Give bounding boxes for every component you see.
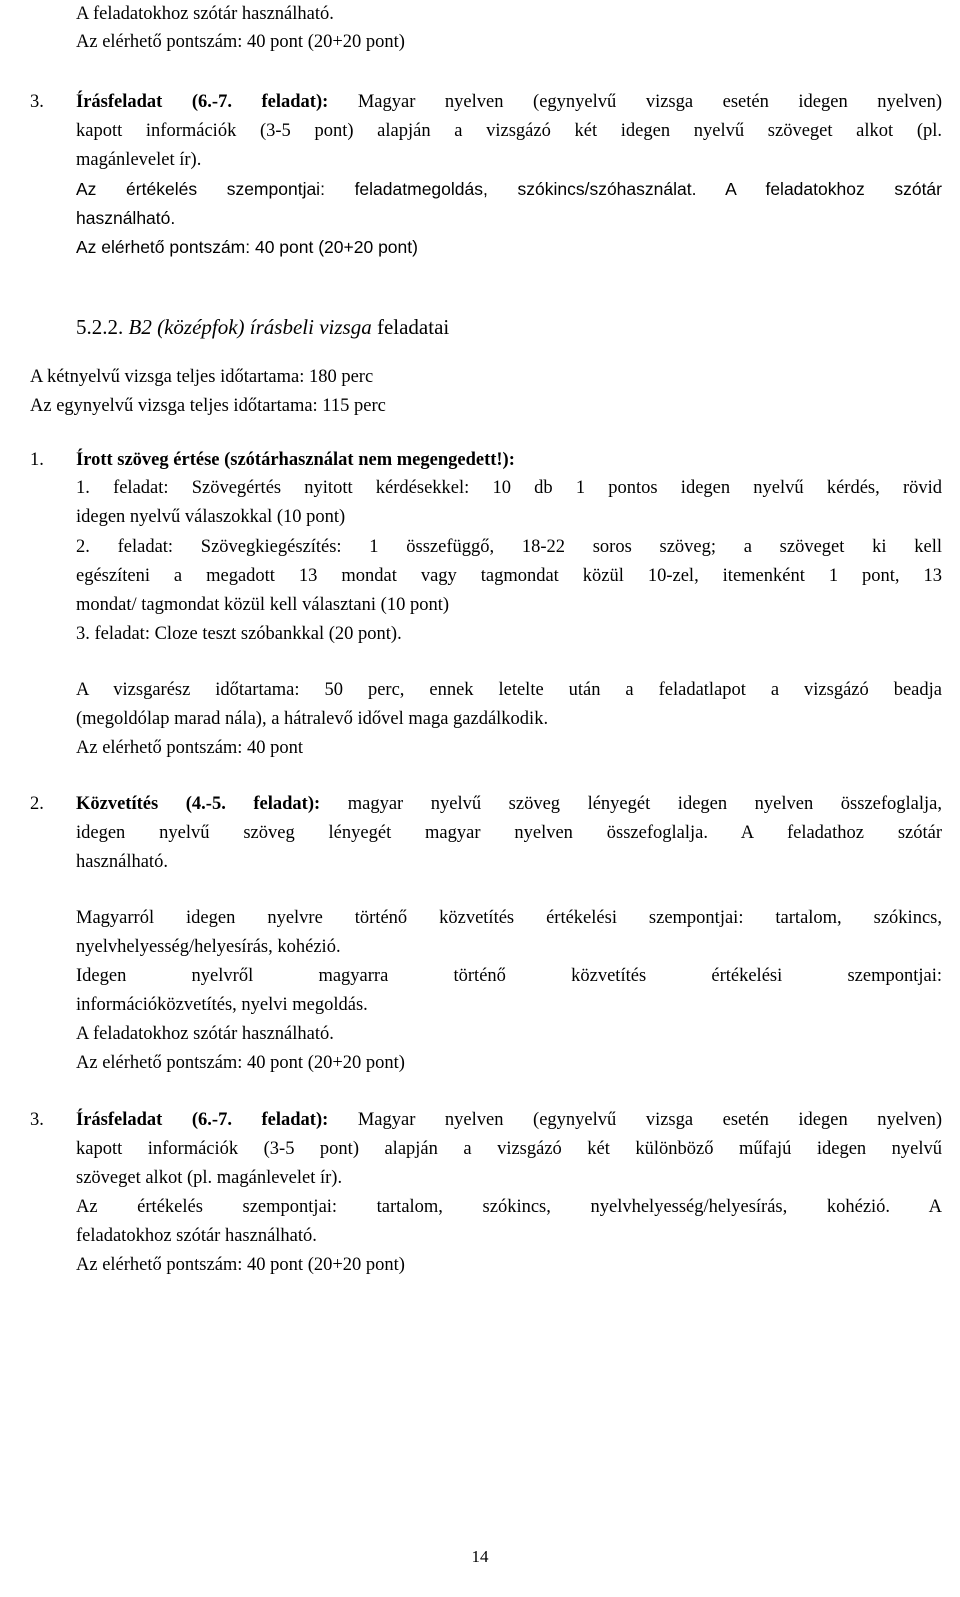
text-line: 2. feladat: Szövegkiegészítés: 1 összefüggő, 18-22 soros szöveg; a szöveget ki kell xyxy=(76,537,942,557)
list-number: 3. xyxy=(30,92,44,112)
heading-text: feladatai xyxy=(376,315,450,339)
text-span: magyar nyelvű szöveg lényegét idegen nyelven összefoglalja, xyxy=(347,794,942,814)
text-line: Az értékelés szempontjai: tartalom, szókincs, nyelvhelyesség/helyesírás, kohézió. A xyxy=(76,1197,942,1217)
text-line: Az elérhető pontszám: 40 pont (20+20 pont) xyxy=(76,237,418,257)
page-number: 14 xyxy=(471,1547,489,1566)
text-line: Idegen nyelvről magyarra történő közvetítés értékelési szempontjai: xyxy=(76,966,942,986)
text-line: Az egynyelvű vizsga teljes időtartama: 115 perc xyxy=(30,396,386,416)
text-line: idegen nyelvű szöveg lényegét magyar nyelven összefoglalja. A feladathoz szótár xyxy=(76,823,942,843)
text-line: 1. feladat: Szövegértés nyitott kérdésekkel: 10 db 1 pontos idegen nyelvű kérdés, rövid xyxy=(76,478,942,498)
text-line: egészíteni a megadott 13 mondat vagy tagmondat közül 10-zel, itemenként 1 pont, 13 xyxy=(76,566,942,586)
text-line: magánlevelet ír). xyxy=(76,150,202,170)
text-line: kapott információk (3-5 pont) alapján a vizsgázó két különböző műfajú idegen nyelvű xyxy=(76,1139,942,1159)
text-line: Az elérhető pontszám: 40 pont (20+20 pont) xyxy=(76,1255,405,1275)
list-item-line xyxy=(76,790,942,819)
text-line: használható. xyxy=(76,208,176,228)
list-number: 3. xyxy=(30,1110,44,1130)
heading-italic: B2 (középfok) írásbeli vizsga xyxy=(128,315,372,339)
text-line: A feladatokhoz szótár használható. xyxy=(76,4,334,24)
list-number: 2. xyxy=(30,794,44,814)
list-item-title: Közvetítés (4.-5. feladat): xyxy=(76,794,321,814)
list-item-line xyxy=(76,88,942,117)
list-number: 1. xyxy=(30,450,44,470)
list-item-title: Írásfeladat (6.-7. feladat): xyxy=(76,92,329,112)
list-item-title: Írásfeladat (6.-7. feladat): xyxy=(76,1110,329,1130)
text-span: Magyar nyelven (egynyelvű vizsga esetén idegen nyelven) xyxy=(357,1110,942,1130)
text-line: szöveget alkot (pl. magánlevelet ír). xyxy=(76,1168,343,1188)
text-line: mondat/ tagmondat közül kell választani (10 pont) xyxy=(76,595,449,615)
text-line: Az elérhető pontszám: 40 pont xyxy=(76,738,304,758)
text-line: A vizsgarész időtartama: 50 perc, ennek letelte után a feladatlapot a vizsgázó beadja xyxy=(76,680,942,700)
heading-number: 5.2.2. xyxy=(76,315,124,339)
text-line: Az elérhető pontszám: 40 pont (20+20 pont) xyxy=(76,32,405,52)
text-line: A kétnyelvű vizsga teljes időtartama: 180 perc xyxy=(30,367,374,387)
text-line: Magyarról idegen nyelvre történő közvetítés értékelési szempontjai: tartalom, szókincs, xyxy=(76,908,942,928)
text-span: Magyar nyelven (egynyelvű vizsga esetén idegen nyelven) xyxy=(357,92,942,112)
text-line: 3. feladat: Cloze teszt szóbankkal (20 pont). xyxy=(76,624,402,644)
text-line: Az értékelés szempontjai: feladatmegoldás, szókincs/szóhasználat. A feladatokhoz szótár xyxy=(76,179,942,199)
text-line: használható. xyxy=(76,852,168,872)
text-line: (megoldólap marad nála), a hátralevő idővel maga gazdálkodik. xyxy=(76,709,549,729)
text-line: Az elérhető pontszám: 40 pont (20+20 pont) xyxy=(76,1053,405,1073)
text-line: feladatokhoz szótár használható. xyxy=(76,1226,317,1246)
list-item-line xyxy=(76,1106,942,1135)
text-line: kapott információk (3-5 pont) alapján a vizsgázó két idegen nyelvű szöveget alkot (pl. xyxy=(76,121,942,141)
title-text: Írott szöveg értése (szótárhasználat nem megengedett!): xyxy=(76,450,515,470)
section-heading xyxy=(76,313,449,342)
text-line: idegen nyelvű válaszokkal (10 pont) xyxy=(76,507,346,527)
text-line: A feladatokhoz szótár használható. xyxy=(76,1024,334,1044)
text-line: információközvetítés, nyelvi megoldás. xyxy=(76,995,368,1015)
list-item-title xyxy=(76,446,515,475)
text-line: nyelvhelyesség/helyesírás, kohézió. xyxy=(76,937,341,957)
